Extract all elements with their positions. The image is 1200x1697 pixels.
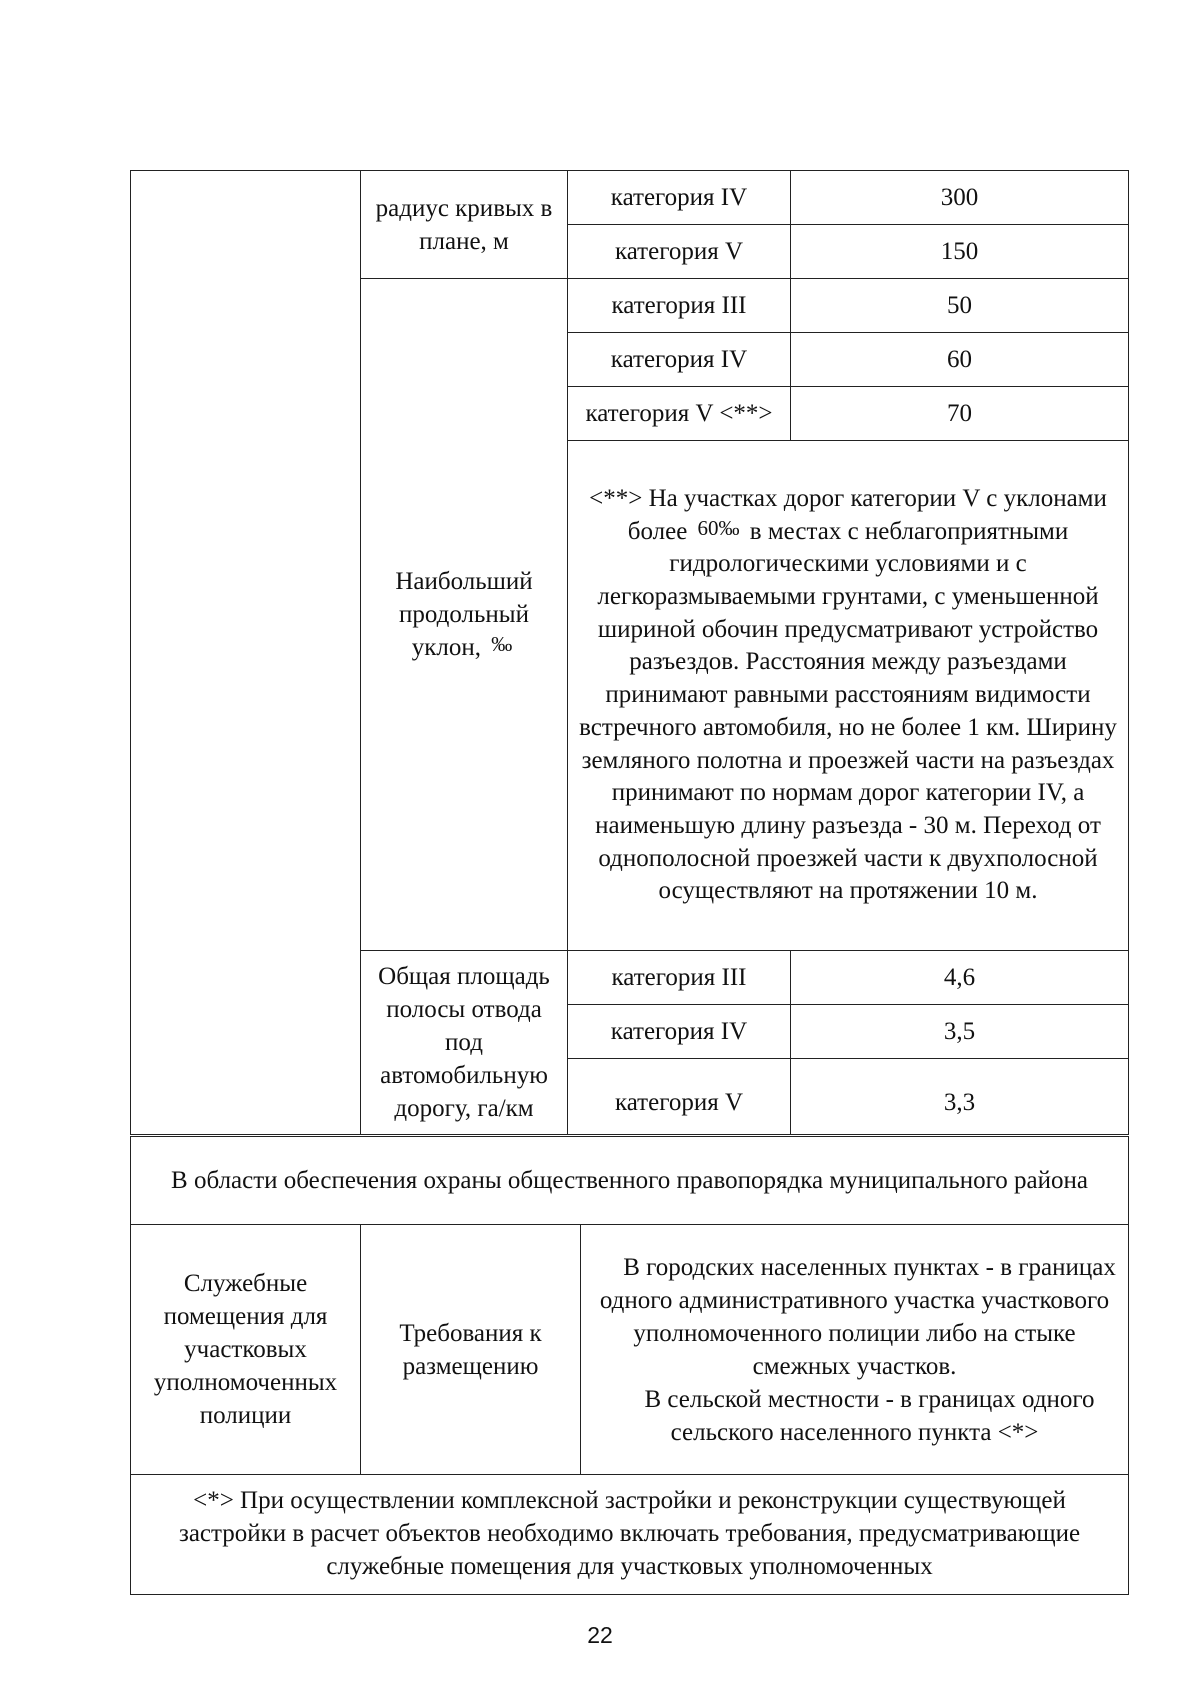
category-cell: категория III — [568, 951, 791, 1005]
category-cell: категория III — [568, 279, 791, 333]
requirement-rural: В сельской местности - в границах одного сельского населенного пункта <*> — [644, 1385, 1095, 1446]
category-cell: категория IV — [568, 171, 791, 225]
slope-label-text: Наибольший продольный уклон, — [395, 567, 533, 661]
slope-note-part2: в местах с неблагоприятными гидрологическими условиями и с легкоразмываемыми грунтами, с уменьшенной шириной обочин предусматривают устройство разъездов. Расстояния между разъездами принимают равными расстояниям видимости встречного автомобиля, но не более 1 км. Ширину земляного полотна и проезжей части на разъездах принимают по нормам дорог категории IV, а наименьшую длину разъезда - 30 м. Переход от однополосной проезжей части к двухполосной осуществляют на протяжении 10 м. — [579, 517, 1117, 905]
value-cell: 3,3 — [791, 1059, 1129, 1135]
police-requirement — [581, 1225, 1129, 1475]
value-cell: 300 — [791, 171, 1129, 225]
value-cell: 70 — [791, 387, 1129, 441]
police-table — [130, 1136, 1129, 1595]
value-cell: 60 — [791, 333, 1129, 387]
slope-label — [361, 279, 568, 951]
area-label: Общая площадь полосы отвода под автомобильную дорогу, га/км — [361, 951, 568, 1135]
category-cell: категория V <**> — [568, 387, 791, 441]
slope-note-inline: 60‰ — [697, 515, 740, 540]
empty-object-cell — [131, 171, 361, 1135]
police-object: Служебные помещения для участковых уполномоченных полиции — [131, 1225, 361, 1475]
value-cell: 4,6 — [791, 951, 1129, 1005]
police-indicator: Требования к размещению — [361, 1225, 581, 1475]
curve-radius-label: радиус кривых в плане, м — [361, 171, 568, 279]
value-cell: 3,5 — [791, 1005, 1129, 1059]
requirement-urban: В городских населенных пунктах - в границах одного административного участка участкового уполномоченного полиции либо на стыке смежных участков. — [599, 1253, 1116, 1380]
value-cell: 50 — [791, 279, 1129, 333]
footnote: <*> При осуществлении комплексной застройки и реконструкции существующей застройки в расчет объектов необходимо включать требования, предусматривающие служебные помещения для участковых уполномоченных — [131, 1475, 1129, 1595]
slope-note-part1: <**> На участках дорог категории V с уклонами более — [589, 484, 1107, 545]
page-number: 22 — [587, 1622, 613, 1648]
category-cell: категория V — [568, 1059, 791, 1135]
slope-unit: ‰ — [491, 631, 513, 656]
category-cell: категория V — [568, 225, 791, 279]
value-cell: 150 — [791, 225, 1129, 279]
category-cell: категория IV — [568, 1005, 791, 1059]
section-header: В области обеспечения охраны общественного правопорядка муниципального района — [131, 1137, 1129, 1225]
slope-note — [568, 441, 1129, 951]
regulation-table — [130, 170, 1129, 1135]
category-cell: категория IV — [568, 333, 791, 387]
